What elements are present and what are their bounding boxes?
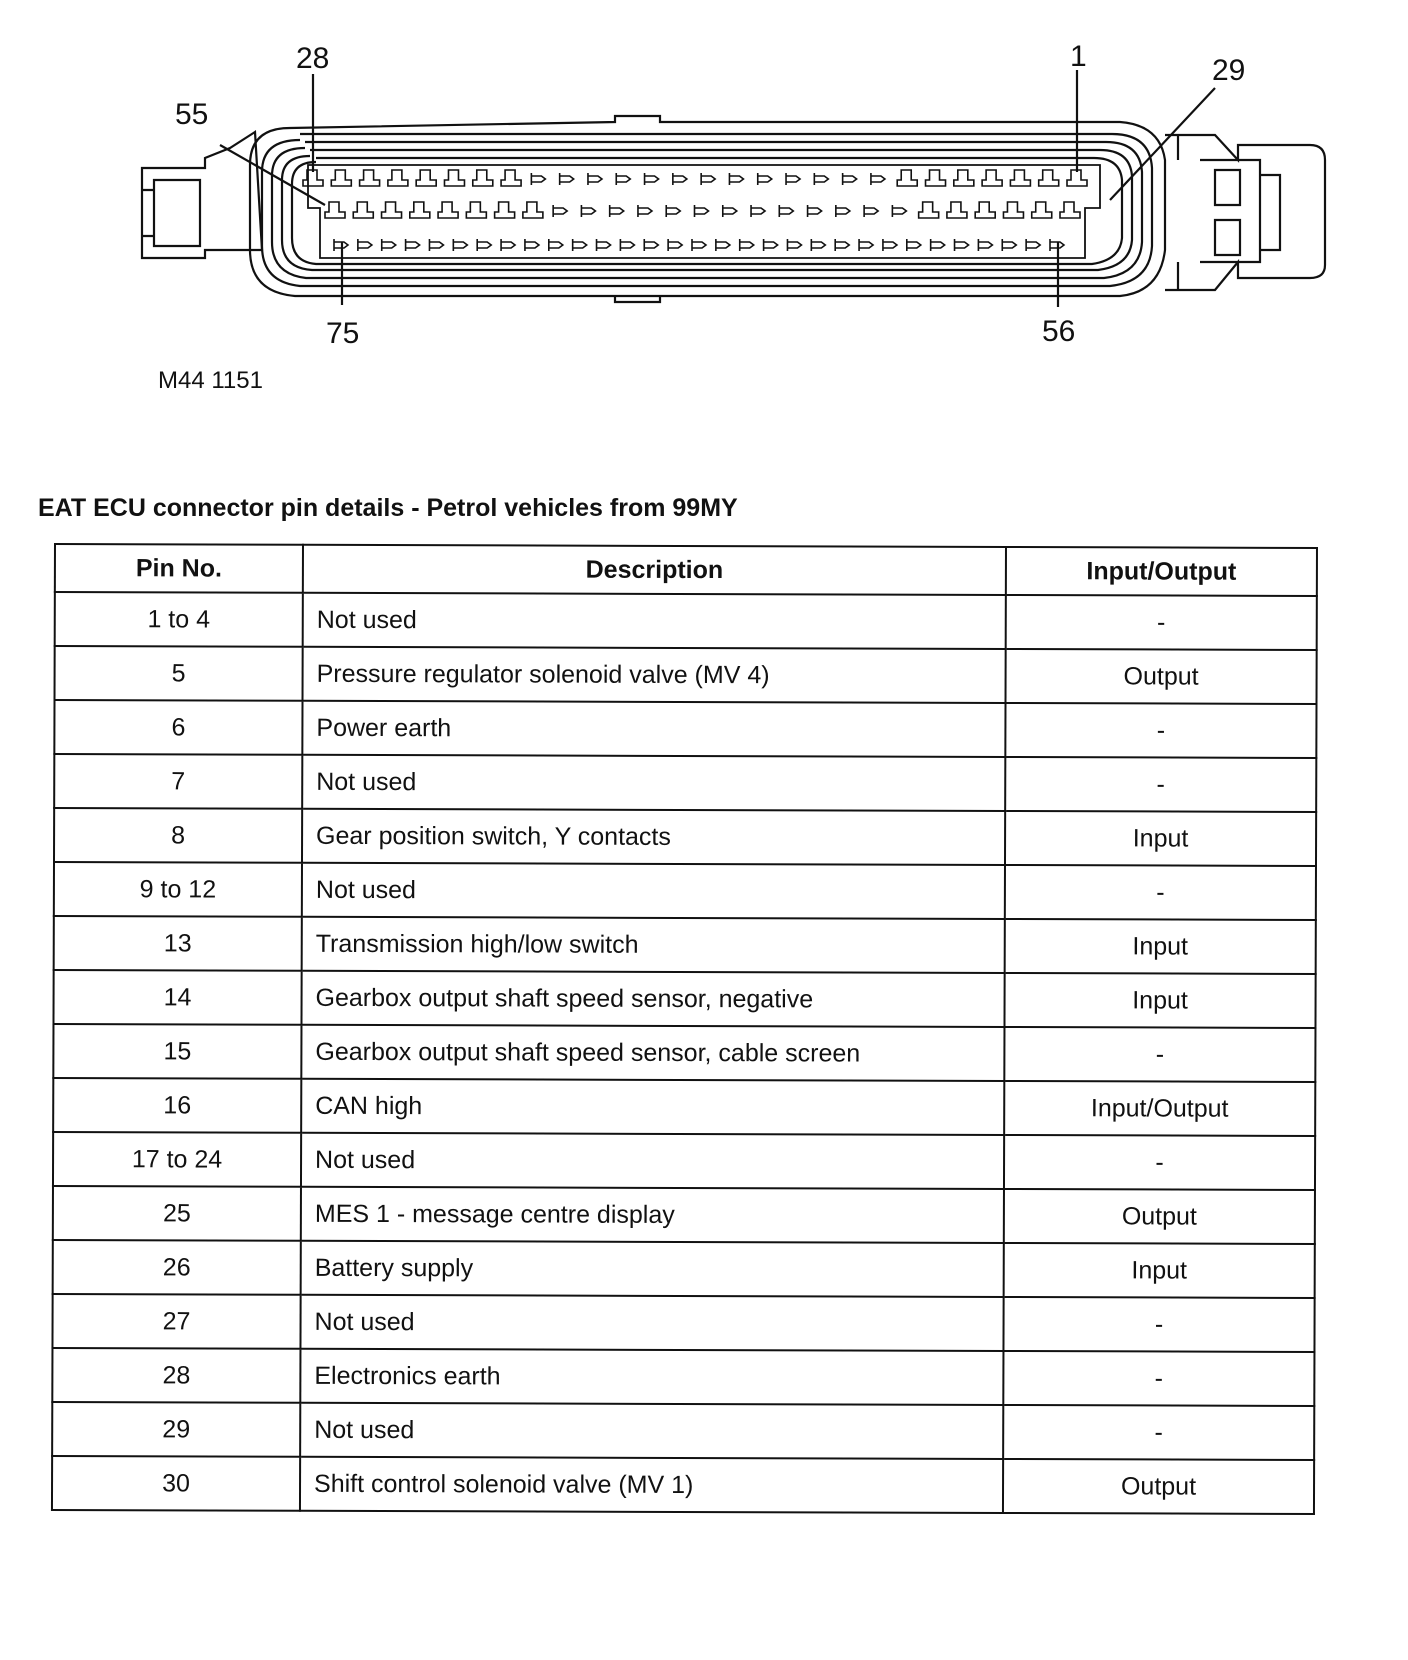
input-output-cell: Input xyxy=(1004,973,1315,1028)
callout-pin-29: 29 xyxy=(1212,54,1246,87)
table-row xyxy=(52,1348,1314,1406)
table-row xyxy=(53,970,1315,1028)
pin-terminal-large xyxy=(438,202,458,218)
input-output-cell: - xyxy=(1003,1351,1314,1406)
pin-terminal-small xyxy=(864,205,878,217)
connector-diagram xyxy=(0,0,1408,420)
pin-terminal-large xyxy=(382,202,402,218)
table-row xyxy=(53,1078,1315,1136)
pin-terminal-small xyxy=(787,239,801,251)
table-row xyxy=(55,592,1317,650)
pin-terminal-small xyxy=(740,239,754,251)
description-cell: Transmission high/low switch xyxy=(302,917,1005,973)
table-row xyxy=(52,1402,1314,1460)
description-cell: Not used xyxy=(300,1295,1003,1351)
pin-terminal-large xyxy=(410,202,430,218)
pin-terminal-small xyxy=(907,239,921,251)
input-output-cell: Input/Output xyxy=(1004,1081,1315,1136)
table-row xyxy=(52,1294,1314,1352)
input-output-cell: Output xyxy=(1006,649,1317,704)
pin-terminal-large xyxy=(416,170,436,186)
description-cell: Not used xyxy=(302,755,1005,811)
pin-terminal-small xyxy=(1026,239,1040,251)
pin-terminal-small xyxy=(573,239,587,251)
description-cell: Not used xyxy=(302,863,1005,919)
pin-number-cell: 1 to 4 xyxy=(55,592,303,647)
pin-terminal-small xyxy=(835,239,849,251)
pin-number-cell: 9 to 12 xyxy=(54,862,302,917)
pin-terminal-small xyxy=(477,239,491,251)
pin-terminal-small xyxy=(406,239,420,251)
pin-terminal-small xyxy=(814,173,828,185)
pin-terminal-small xyxy=(751,205,765,217)
table-row xyxy=(54,700,1316,758)
pin-terminal-small xyxy=(588,173,602,185)
pin-terminal-large xyxy=(926,170,946,186)
pin-terminal-small xyxy=(549,239,563,251)
pin-number-cell: 16 xyxy=(53,1078,301,1133)
ecu-connector-drawing xyxy=(0,0,1408,420)
input-output-cell: - xyxy=(1005,865,1316,920)
pin-terminal-small xyxy=(836,205,850,217)
pin-terminal-small xyxy=(525,239,539,251)
description-cell: CAN high xyxy=(301,1079,1004,1135)
input-output-cell: Output xyxy=(1003,1459,1314,1514)
table-title: EAT ECU connector pin details - Petrol vehicles from 99MY xyxy=(38,494,738,522)
pin-number-cell: 25 xyxy=(53,1186,301,1241)
table-row xyxy=(53,1132,1315,1190)
pin-number-cell: 30 xyxy=(52,1456,300,1511)
pin-terminal-small xyxy=(695,205,709,217)
pin-terminal-small xyxy=(453,239,467,251)
callout-pin-28: 28 xyxy=(296,42,330,75)
header-pin-no: Pin No. xyxy=(55,544,303,593)
pin-terminal-small xyxy=(644,239,658,251)
pin-terminal-small xyxy=(701,173,715,185)
pin-terminal-small xyxy=(808,205,822,217)
input-output-cell: Input xyxy=(1004,1243,1315,1298)
pin-terminal-small xyxy=(501,239,515,251)
pin-terminal-large xyxy=(473,170,493,186)
table-row xyxy=(53,1024,1315,1082)
pin-terminal-large xyxy=(919,202,939,218)
pin-terminal-large xyxy=(325,202,345,218)
pin-terminal-small xyxy=(883,239,897,251)
pin-terminal-large xyxy=(975,202,995,218)
input-output-cell: Output xyxy=(1004,1189,1315,1244)
pin-terminal-large xyxy=(523,202,543,218)
pin-number-cell: 8 xyxy=(54,808,302,863)
pin-terminal-small xyxy=(1002,239,1016,251)
pin-terminal-large xyxy=(388,170,408,186)
pin-terminal-small xyxy=(729,173,743,185)
pin-terminal-small xyxy=(668,239,682,251)
description-cell: Not used xyxy=(300,1403,1003,1459)
pin-number-cell: 13 xyxy=(54,916,302,971)
pin-terminal-small xyxy=(358,239,372,251)
pin-terminal-large xyxy=(360,170,380,186)
pin-terminal-small xyxy=(859,239,873,251)
table-row xyxy=(54,754,1316,812)
pin-terminal-small xyxy=(610,205,624,217)
pin-terminal-small xyxy=(581,205,595,217)
pin-terminal-small xyxy=(786,173,800,185)
pin-terminal-small xyxy=(666,205,680,217)
table-row xyxy=(52,1456,1314,1514)
description-cell: Power earth xyxy=(302,701,1005,757)
pin-terminal-small xyxy=(429,239,443,251)
description-cell: Pressure regulator solenoid valve (MV 4) xyxy=(303,647,1006,703)
input-output-cell: - xyxy=(1003,1297,1314,1352)
pin-terminal-small xyxy=(723,205,737,217)
description-cell: Battery supply xyxy=(301,1241,1004,1297)
pin-terminal-large xyxy=(466,202,486,218)
pin-terminal-small xyxy=(645,173,659,185)
header-description: Description xyxy=(303,545,1006,595)
table-row xyxy=(53,1240,1315,1298)
pin-number-cell: 28 xyxy=(52,1348,300,1403)
pin-terminal-small xyxy=(779,205,793,217)
pin-terminal-small xyxy=(620,239,634,251)
header-input-output: Input/Output xyxy=(1006,547,1317,596)
pin-terminal-large xyxy=(303,170,323,186)
table-body xyxy=(52,592,1317,1514)
pin-terminal-large xyxy=(331,170,351,186)
pin-number-cell: 17 to 24 xyxy=(53,1132,301,1187)
pin-number-cell: 5 xyxy=(55,646,303,701)
pin-details-table xyxy=(51,543,1318,1515)
pin-terminal-large xyxy=(1067,170,1087,186)
pin-terminal-small xyxy=(843,173,857,185)
pin-terminal-small xyxy=(871,173,885,185)
input-output-cell: - xyxy=(1003,1405,1314,1460)
table-row xyxy=(54,916,1316,974)
input-output-cell: - xyxy=(1006,595,1317,650)
description-cell: MES 1 - message centre display xyxy=(301,1187,1004,1243)
pin-terminal-small xyxy=(560,173,574,185)
pin-terminal-small xyxy=(892,205,906,217)
callout-pin-1: 1 xyxy=(1070,40,1087,73)
pin-terminal-small xyxy=(764,239,778,251)
pin-number-cell: 15 xyxy=(53,1024,301,1079)
pin-number-cell: 6 xyxy=(54,700,302,755)
pin-terminal-small xyxy=(553,205,567,217)
description-cell: Not used xyxy=(303,593,1006,649)
pin-terminal-small xyxy=(931,239,945,251)
pin-terminal-small xyxy=(638,205,652,217)
pin-terminal-large xyxy=(444,170,464,186)
pin-terminal-large xyxy=(954,170,974,186)
input-output-cell: Input xyxy=(1005,811,1316,866)
description-cell: Electronics earth xyxy=(300,1349,1003,1405)
pin-terminal-large xyxy=(982,170,1002,186)
pin-terminal-small xyxy=(673,173,687,185)
pin-terminal-large xyxy=(1032,202,1052,218)
pin-terminal-small xyxy=(531,173,545,185)
pin-terminal-small xyxy=(978,239,992,251)
callout-pin-55: 55 xyxy=(175,98,209,131)
pin-terminal-small xyxy=(955,239,969,251)
input-output-cell: - xyxy=(1004,1027,1315,1082)
description-cell: Gearbox output shaft speed sensor, cable screen xyxy=(301,1025,1004,1081)
pin-terminal-large xyxy=(1060,202,1080,218)
pin-terminal-small xyxy=(616,173,630,185)
pin-terminal-small xyxy=(758,173,772,185)
pin-terminal-small xyxy=(692,239,706,251)
pin-terminal-small xyxy=(382,239,396,251)
pin-number-cell: 7 xyxy=(54,754,302,809)
pin-number-cell: 26 xyxy=(53,1240,301,1295)
description-cell: Not used xyxy=(301,1133,1004,1189)
description-cell: Gear position switch, Y contacts xyxy=(302,809,1005,865)
pin-terminal-small xyxy=(811,239,825,251)
table-header-row xyxy=(55,544,1317,596)
pin-terminal-large xyxy=(1003,202,1023,218)
pin-terminal-large xyxy=(1039,170,1059,186)
figure-reference: M44 1151 xyxy=(158,367,263,394)
pin-terminal-large xyxy=(897,170,917,186)
table-row xyxy=(54,808,1316,866)
pin-terminal-large xyxy=(501,170,521,186)
table-row xyxy=(53,1186,1315,1244)
input-output-cell: - xyxy=(1005,703,1316,758)
callout-pin-75: 75 xyxy=(326,317,360,350)
table-row xyxy=(54,862,1316,920)
description-cell: Gearbox output shaft speed sensor, negative xyxy=(301,971,1004,1027)
input-output-cell: - xyxy=(1004,1135,1315,1190)
pin-terminal-large xyxy=(495,202,515,218)
pin-terminal-large xyxy=(1010,170,1030,186)
pin-number-cell: 27 xyxy=(52,1294,300,1349)
input-output-cell: - xyxy=(1005,757,1316,812)
description-cell: Shift control solenoid valve (MV 1) xyxy=(300,1457,1003,1513)
pin-number-cell: 14 xyxy=(53,970,301,1025)
pin-terminal-large xyxy=(947,202,967,218)
callout-pin-56: 56 xyxy=(1042,315,1076,348)
pin-terminal-small xyxy=(716,239,730,251)
input-output-cell: Input xyxy=(1005,919,1316,974)
pin-terminal-large xyxy=(353,202,373,218)
pin-terminal-small xyxy=(597,239,611,251)
table-row xyxy=(55,646,1317,704)
pin-number-cell: 29 xyxy=(52,1402,300,1457)
